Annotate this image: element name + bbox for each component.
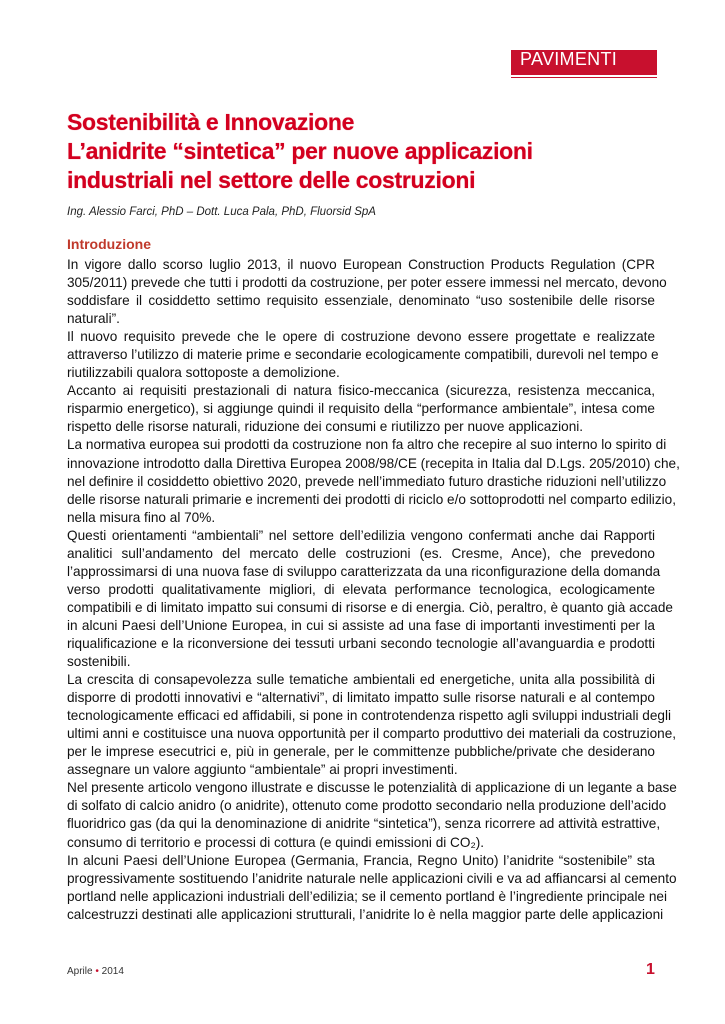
body-line: Questi orientamenti “ambientali” nel settore dell’edilizia vengono confermati anche dai Rapporti [67,527,655,543]
section-heading: Introduzione [67,236,151,252]
body-line: In alcuni Paesi dell’Unione Europea (Germania, Francia, Regno Unito) l’anidrite “sostenibile” sta [67,852,655,868]
body-line: verso prodotti qualitativamente migliori, di elevata performance tecnologica, ecologicamente [67,581,655,597]
body-line: Nel presente articolo vengono illustrate e discusse le potenzialità di applicazione di un legante a base [67,780,677,796]
article-title [67,108,533,195]
body-line: La normativa europea sui prodotti da costruzione non fa altro che recepire al suo interno lo spirito di [67,437,667,453]
body-line: calcestruzzi destinati alle applicazioni strutturali, l’anidrite lo è nella maggior parte delle applicazioni [67,906,664,922]
footer-bullet: • [95,966,99,977]
body-line: 305/2011) prevede che tutti i prodotti da costruzione, per poter essere immessi nel mercato, devono [67,275,667,291]
body-line: ultimi anni e costituisce una nuova opportunità per il comparto produttivo dei materiali da costruzione, [67,726,677,742]
footer-month: Aprile [67,966,93,977]
body-line: naturali”. [67,311,120,327]
body-line: nel definire il cosiddetto obiettivo 2020, prevede nell’immediato futuro drastiche riduzioni nell’utilizzo [67,473,667,489]
body-line: per le imprese esecutrici e, più in generale, per le committenze pubbliche/private che desiderano [67,744,655,760]
body-line: riqualificazione e la riconversione dei tessuti urbani secondo tecnologie all’avanguardia e prodotti [67,635,655,651]
body-line: In vigore dallo scorso luglio 2013, il nuovo European Construction Products Regulation (CPR [67,257,655,272]
footer-date [67,966,124,977]
title-line-2: L’anidrite “sintetica” per nuove applicazioni [67,138,533,164]
body-line: disporre di prodotti innovativi e “alternativi”, di limitato impatto sulle risorse naturali e al contempo [67,690,655,706]
body-line: Il nuovo requisito prevede che le opere di costruzione devono essere progettate e realizzate [67,329,655,345]
body-line: nella misura fino al 70%. [67,509,216,525]
body-line: Accanto ai requisiti prestazionali di natura fisico-meccanica (sicurezza, resistenza meccanica, [67,383,655,399]
body-line: in alcuni Paesi dell’Unione Europea, in cui si assiste ad una fase di importanti investimenti per la [67,617,655,633]
section-tag-rule [511,77,657,78]
body-line: La crescita di consapevolezza sulle tematiche ambientali ed energetiche, unita alla possibilità di [67,672,655,688]
body-line: innovazione introdotto dalla Direttiva Europea 2008/98/CE (recepita in Italia dal D.Lgs. 205/2010) che, [67,455,680,471]
body-line: progressivamente sostituendo l’anidrite naturale nelle applicazioni civili e va ad affiancarsi al cemento [67,870,677,886]
article-authors: Ing. Alessio Farci, PhD – Dott. Luca Pala, PhD, Fluorsid SpA [67,206,376,218]
body-line: l’approssimarsi di una nuova fase di sviluppo caratterizzata da una riconfigurazione della domanda [67,563,661,579]
body-line: rispetto delle risorse naturali, riduzione dei consumi e riutilizzo per nuove applicazioni. [67,419,584,435]
title-line-1: Sostenibilità e Innovazione [67,109,355,135]
title-line-3: industriali nel settore delle costruzioni [67,167,476,193]
body-line: risparmio energetico), si aggiunge quindi il requisito della “performance ambientale”, intesa come [67,401,655,417]
body-line: attraverso l’utilizzo di materie prime e secondarie ecologicamente compatibili, durevoli nel tempo e [67,347,659,363]
body-line: portland nelle applicazioni industriali dell’edilizia; se il cemento portland è l’ingrediente principale nei [67,888,667,904]
body-line: fluoridrico gas (da qui la denominazione di anidrite “sintetica”), senza ricorrere ad attività estrattive, [67,816,661,832]
body-line: di solfato di calcio anidro (o anidrite), ottenuto come prodotto secondario nella produzione dell’acido [67,798,667,814]
body-line: delle risorse naturali primarie e incrementi dei prodotti di riciclo e/o sottoprodotti nel comparto edilizio, [67,491,676,507]
body-line: assegnare un valore aggiunto “ambientale” ai propri investimenti. [67,762,458,778]
article-body [67,256,680,924]
body-line: compatibili e di limitato impatto sui consumi di risorse e di energia. Ciò, peraltro, è quanto già accade [67,599,673,615]
body-line: analitici sull’andamento del mercato delle costruzioni (es. Cresme, Ance), che prevedono [67,545,655,561]
body-line: tecnologicamente efficaci ed affidabili, si pone in controtendenza rispetto agli sviluppi industriali degli [67,708,672,724]
body-line: soddisfare il cosiddetto settimo requisito essenziale, denominato “uso sostenibile delle risorse [67,293,655,309]
section-tag: PAVIMENTI [520,49,618,69]
body-line: consumo di territorio e processi di cottura (e quindi emissioni di CO₂). [67,834,485,850]
body-line: riutilizzabili qualora sottoposte a demolizione. [67,365,340,381]
footer-year: 2014 [101,966,124,977]
body-line: sostenibili. [67,654,131,670]
page-number: 1 [646,961,655,978]
